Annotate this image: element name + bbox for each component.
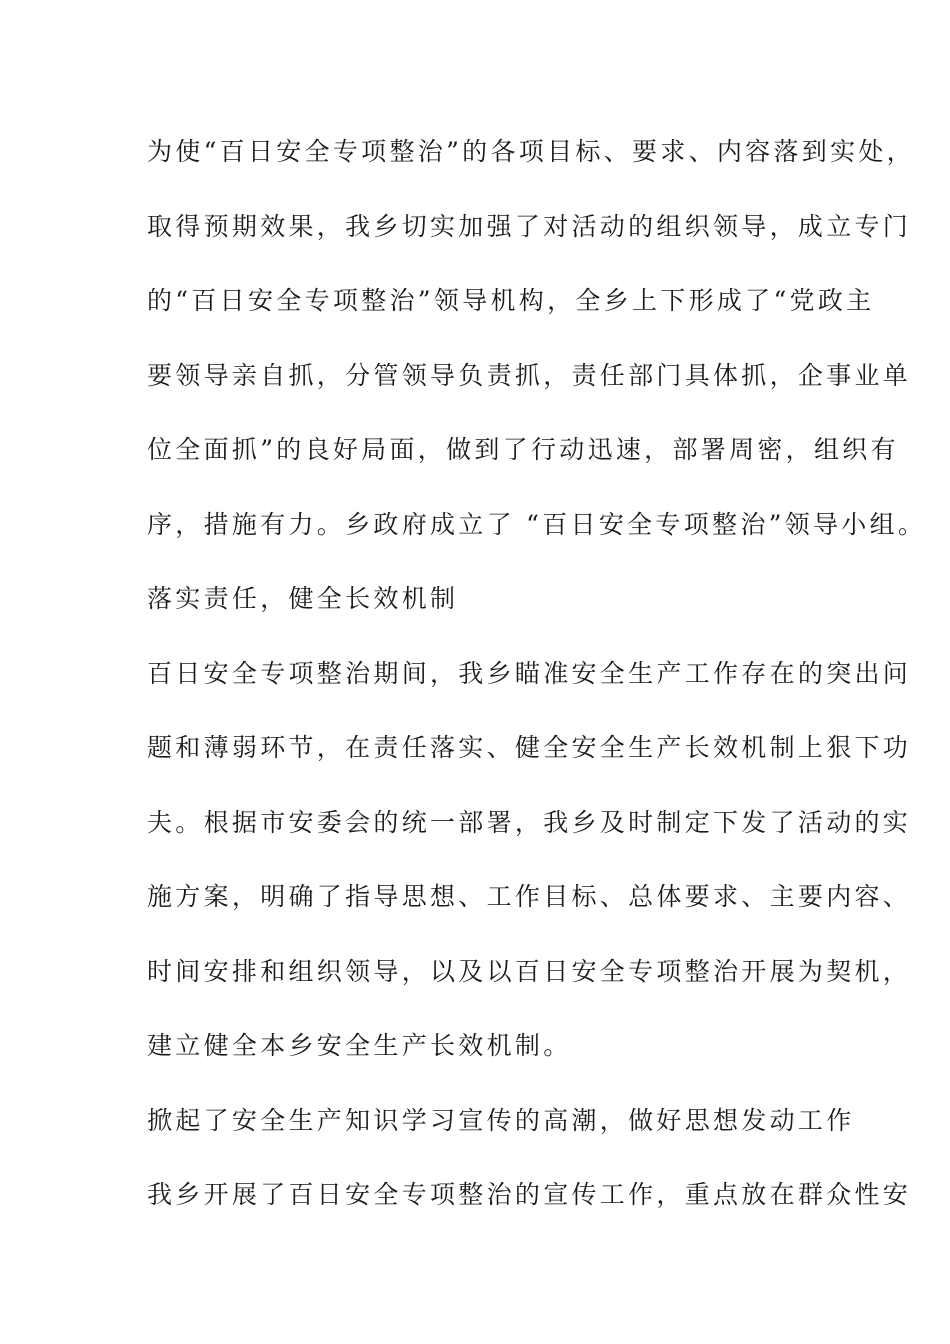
paragraph-2-line-5: 时间安排和组织领导，以及以百日安全专项整治开展为契机， [147,957,912,986]
section-heading-accountability: 落实责任，健全长效机制 [147,584,459,613]
paragraph-2-line-2: 题和薄弱环节，在责任落实、健全安全生产长效机制上狠下功 [147,733,912,762]
paragraph-2-line-4: 施方案，明确了指导思想、工作目标、总体要求、主要内容、 [147,882,912,911]
paragraph-2-line-3: 夫。根据市安委会的统一部署，我乡及时制定下发了活动的实 [147,808,912,837]
paragraph-2-line-6: 建立健全本乡安全生产长效机制。 [147,1031,572,1060]
paragraph-1-line-6: 序，措施有力。乡政府成立了 “百日安全专项整治”领导小组。 [147,510,927,539]
paragraph-1-line-4: 要领导亲自抓，分管领导负责抓，责任部门具体抓，企事业单 [147,361,912,390]
section-heading-publicity: 掀起了安全生产知识学习宣传的高潮，做好思想发动工作 [147,1106,855,1135]
paragraph-1-line-3: 的“百日安全专项整治”领导机构，全乡上下形成了“党政主 [147,286,875,315]
paragraph-2-line-1: 百日安全专项整治期间，我乡瞄准安全生产工作存在的突出问 [147,659,912,688]
paragraph-1-line-1: 为使“百日安全专项整治”的各项目标、要求、内容落到实处， [147,137,915,166]
paragraph-1-line-2: 取得预期效果，我乡切实加强了对活动的组织领导，成立专门 [147,212,912,241]
paragraph-1-line-5: 位全面抓”的良好局面，做到了行动迅速，部署周密，组织有 [147,435,899,464]
paragraph-3-line-1: 我乡开展了百日安全专项整治的宣传工作，重点放在群众性安 [147,1180,912,1209]
